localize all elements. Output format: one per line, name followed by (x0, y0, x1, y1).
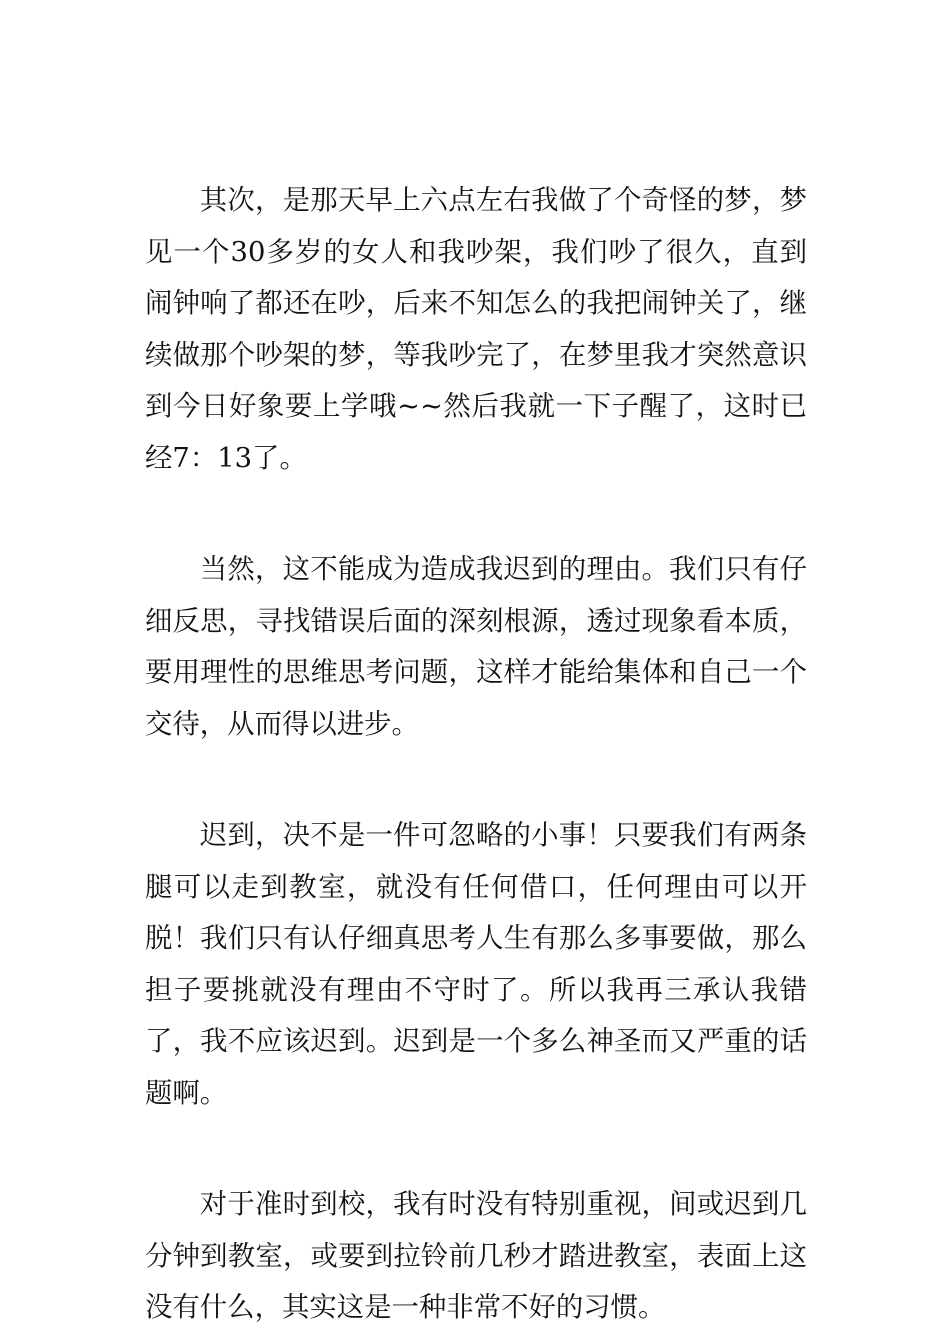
paragraph-2: 当然，这不能成为造成我迟到的理由。我们只有仔细反思，寻找错误后面的深刻根源，透过现象看本质，要用理性的思维思考问题，这样才能给集体和自己一个交待，从而得以进步。 (145, 554, 807, 740)
paragraph-spacer (145, 750, 807, 810)
paragraph-spacer (145, 1120, 807, 1180)
paragraph-4: 对于准时到校，我有时没有特别重视，间或迟到几分钟到教室，或要到拉铃前几秒才踏进教室，表面上这没有什么，其实这是一种非常不好的习惯。 (145, 1189, 807, 1324)
document-body (145, 175, 807, 1334)
paragraph-1: 其次，是那天早上六点左右我做了个奇怪的梦，梦见一个30多岁的女人和我吵架，我们吵了很久，直到闹钟响了都还在吵，后来不知怎么的我把闹钟关了，继续做那个吵架的梦，等我吵完了，在梦里我才突然意识到今日好象要上学哦~~然后我就一下子醒了，这时已经7：13了。 (145, 185, 807, 474)
paragraph-3: 迟到，决不是一件可忽略的小事！只要我们有两条腿可以走到教室，就没有任何借口，任何理由可以开脱！我们只有认仔细真思考人生有那么多事要做，那么担子要挑就没有理由不守时了。所以我再三承认我错了，我不应该迟到。迟到是一个多么神圣而又严重的话题啊。 (145, 819, 807, 1109)
paragraph-spacer (145, 485, 807, 545)
